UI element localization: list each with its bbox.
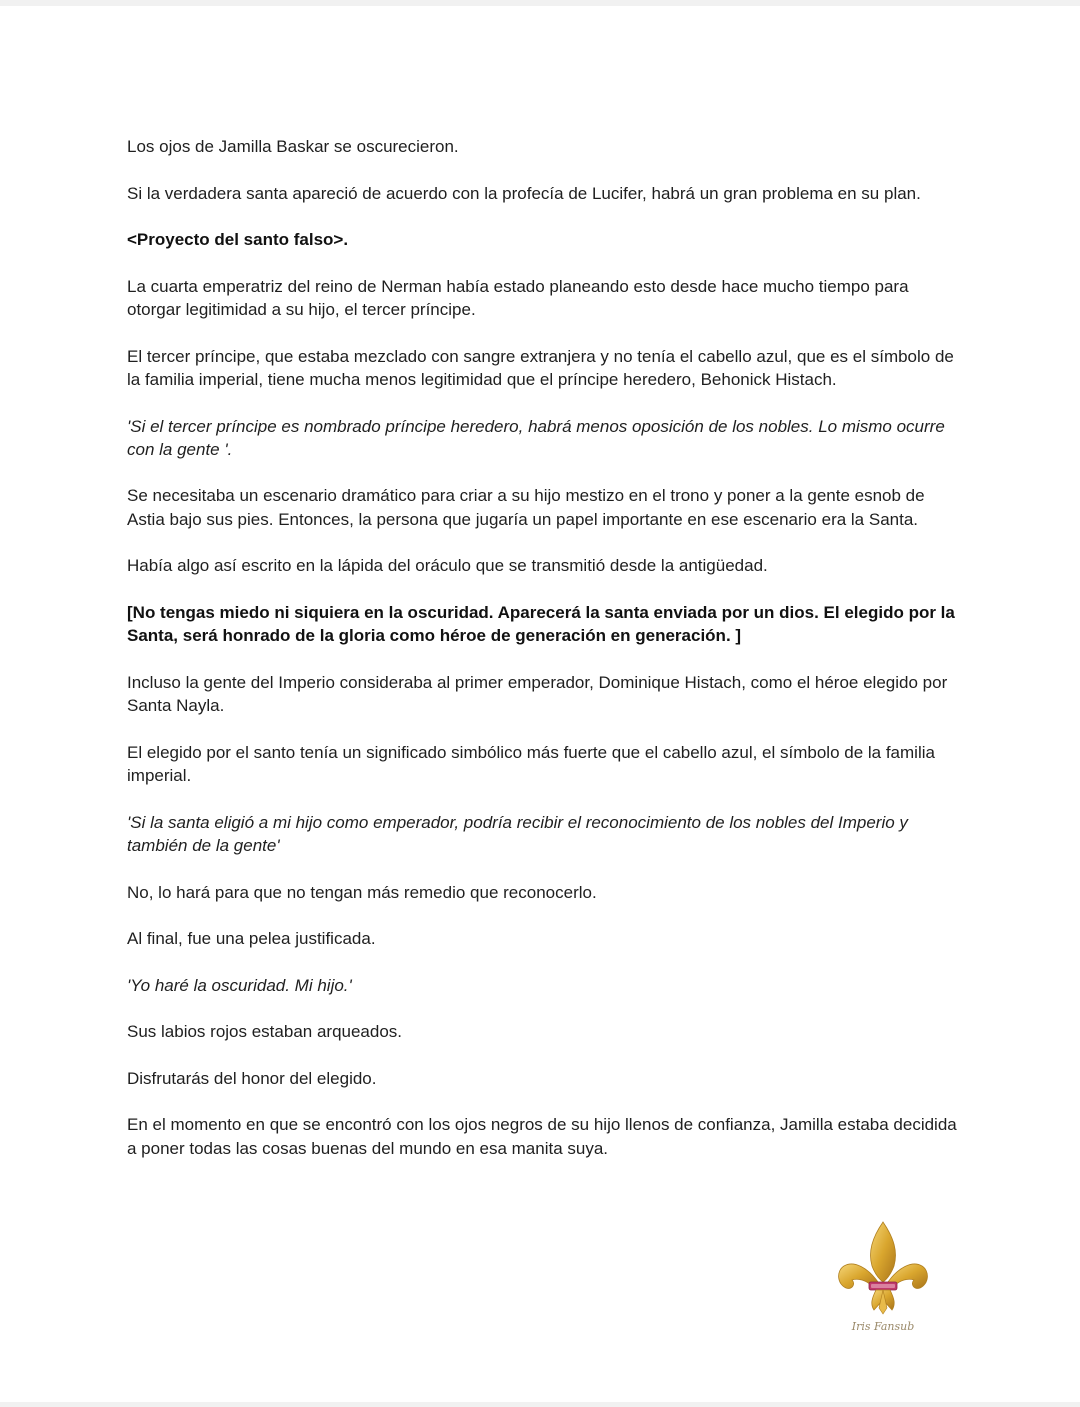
logo-caption: Iris Fansub: [851, 1320, 915, 1333]
paragraph: El tercer príncipe, que estaba mezclado con sangre extranjera y no tenía el cabello azul, que es el símbolo de la familia imperial, tiene mucha menos legitimidad que el príncipe heredero, Behonick Histach.: [127, 346, 954, 389]
paragraph: Había algo así escrito en la lápida del oráculo que se transmitió desde la antigüedad.: [127, 556, 768, 576]
section-heading: <Proyecto del santo falso>.: [127, 230, 349, 250]
thought-paragraph: 'Yo haré la oscuridad. Mi hijo.': [127, 975, 352, 995]
paragraph: Disfrutarás del honor del elegido.: [127, 1068, 377, 1088]
oracle-quote: [No tengas miedo ni siquiera en la oscuridad. Aparecerá la santa enviada por un dios. El elegido por la Santa, será honrado de la gloria como héroe de generación en generación. ]: [127, 602, 955, 646]
document-body: [127, 135, 962, 1183]
document-page: [0, 6, 1080, 1402]
paragraph: Si la verdadera santa apareció de acuerdo con la profecía de Lucifer, habrá un gran problema en su plan.: [127, 183, 921, 203]
fleur-de-lis-icon: [832, 1216, 934, 1340]
paragraph: Incluso la gente del Imperio consideraba al primer emperador, Dominique Histach, como el héroe elegido por Santa Nayla.: [127, 672, 948, 716]
paragraph: Se necesitaba un escenario dramático para criar a su hijo mestizo en el trono y poner a la gente esnob de Astia bajo sus pies. Entonces, la persona que jugaría un papel importante en ese escenario era la Santa.: [127, 486, 925, 529]
paragraph: La cuarta emperatriz del reino de Nerman había estado planeando esto desde hace mucho tiempo para otorgar legitimidad a su hijo, el tercer príncipe.: [127, 276, 909, 320]
paragraph: En el momento en que se encontró con los ojos negros de su hijo llenos de confianza, Jamilla estaba decidida a poner todas las cosas buenas del mundo en esa manita suya.: [127, 1115, 957, 1158]
paragraph: Al final, fue una pelea justificada.: [127, 929, 376, 949]
paragraph: No, lo hará para que no tengan más remedio que reconocerlo.: [127, 882, 597, 902]
paragraph: Sus labios rojos estaban arqueados.: [127, 1022, 403, 1042]
fansub-logo: [832, 1216, 934, 1340]
paragraph: El elegido por el santo tenía un significado simbólico más fuerte que el cabello azul, el símbolo de la familia imperial.: [127, 742, 935, 786]
paragraph: Los ojos de Jamilla Baskar se oscurecieron.: [127, 137, 459, 156]
thought-paragraph: 'Si el tercer príncipe es nombrado príncipe heredero, habrá menos oposición de los nobles. Lo mismo ocurre con la gente '.: [127, 416, 945, 459]
thought-paragraph: 'Si la santa eligió a mi hijo como emperador, podría recibir el reconocimiento de los nobles del Imperio y también de la gente': [127, 812, 908, 855]
